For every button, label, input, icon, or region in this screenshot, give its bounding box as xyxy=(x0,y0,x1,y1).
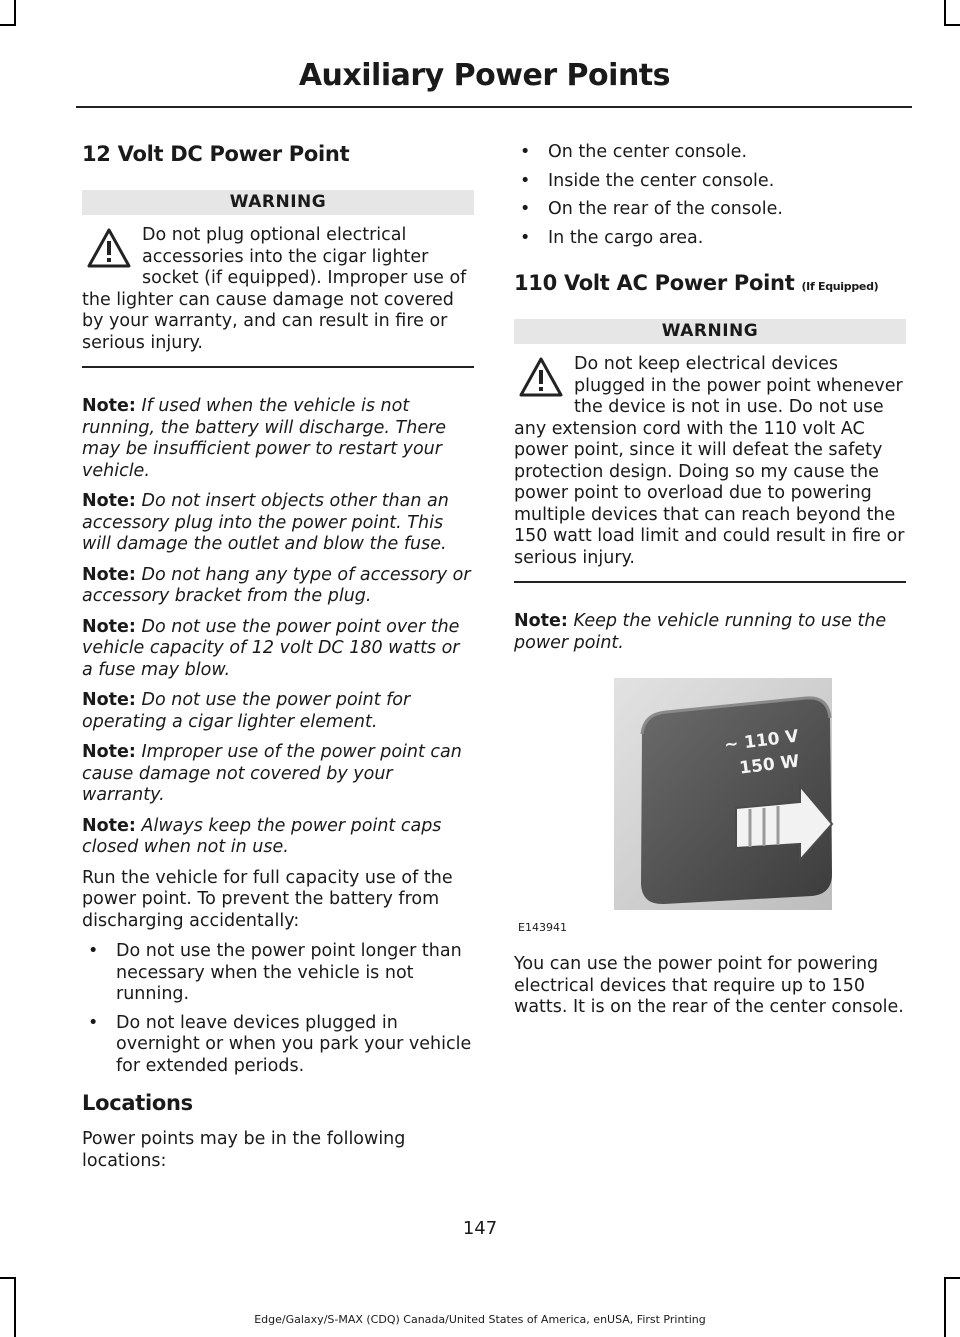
footer-text: Edge/Galaxy/S-MAX (CDQ) Canada/United States of America, enUSA, First Printing xyxy=(254,1313,706,1326)
crop-mark xyxy=(944,1277,946,1337)
list-item: • On the center console. xyxy=(514,142,906,164)
list-item: • Do not leave devices plugged in overnight or when you park your vehicle for extended periods. xyxy=(82,1013,474,1078)
note-text: Always keep the power point caps closed when not in use. xyxy=(82,815,442,857)
crop-mark xyxy=(0,24,16,26)
list-item: • Inside the center console. xyxy=(514,171,906,193)
page-number: 147 xyxy=(462,1218,498,1239)
note xyxy=(514,611,906,654)
note-text: Do not hang any type of accessory or accessory bracket from the plug. xyxy=(82,564,471,606)
list-item: • Do not use the power point longer than necessary when the vehicle is not running. xyxy=(82,941,474,1006)
warning-text: Do not plug optional electrical accessories into the cigar lighter socket (if equipped). Improper use of the lighter can cause damage not covered by your warranty, and can result in fire or serious injury. xyxy=(82,225,467,353)
warning-box xyxy=(514,354,906,569)
note-label: Note: xyxy=(82,491,136,511)
voltage-label: ~ 110 V xyxy=(723,726,800,756)
section-heading-110v xyxy=(514,271,906,295)
note xyxy=(82,742,474,807)
warning-label: WARNING xyxy=(82,190,474,215)
warning-text: Do not keep electrical devices plugged in the power point whenever the device is not in use. Do not use any extension cord with the 110 volt AC power point, since it will defeat the safety protection design. Doing so my cause the power point to overload due to powering multiple devices that can reach beyond the 150 watt load limit and could result in fire or serious injury. xyxy=(514,354,905,568)
note-label: Note: xyxy=(82,616,136,637)
body-paragraph: You can use the power point for powering electrical devices that require up to 150 watts. It is on the rear of the center console. xyxy=(514,954,904,1017)
page-title: Auxiliary Power Points xyxy=(298,58,670,93)
note xyxy=(82,816,474,859)
warning-label: WARNING xyxy=(514,319,906,344)
note-text: Do not use the power point over the vehicle capacity of 12 volt DC 180 watts or a fuse may blow. xyxy=(82,616,460,680)
bullet-list xyxy=(82,941,474,1077)
note-text: Do not use the power point for operating a cigar lighter element. xyxy=(82,690,411,732)
note-label: Note: xyxy=(82,815,136,836)
note-label: Note: xyxy=(82,396,136,416)
power-point-illustration xyxy=(514,674,906,934)
crop-mark xyxy=(944,1277,960,1279)
note xyxy=(82,617,474,682)
note-text: Do not insert objects other than an accessory plug into the power point. This will damage the outlet and blow the fuse. xyxy=(82,491,449,554)
crop-mark xyxy=(0,1277,16,1279)
note-label: Note: xyxy=(82,564,136,585)
note-label: Note: xyxy=(82,690,136,710)
note xyxy=(82,690,474,733)
note xyxy=(82,565,474,608)
crop-mark xyxy=(944,24,960,26)
header-divider xyxy=(76,106,912,108)
section-heading-locations: Locations xyxy=(82,1091,193,1115)
power-outlet-image xyxy=(514,674,906,914)
note-label: Note: xyxy=(514,611,568,631)
list-item: • In the cargo area. xyxy=(514,228,906,250)
body-paragraph: Power points may be in the following locations: xyxy=(82,1129,406,1171)
warning-triangle-icon xyxy=(518,356,564,398)
left-column xyxy=(82,142,474,1181)
warning-box xyxy=(82,225,474,354)
body-paragraph: Run the vehicle for full capacity use of the power point. To prevent the battery from discharging accidentally: xyxy=(82,867,453,931)
list-item: • On the rear of the console. xyxy=(514,199,906,221)
note xyxy=(82,491,474,556)
section-heading-12v: 12 Volt DC Power Point xyxy=(82,142,350,166)
crop-mark xyxy=(944,0,946,24)
note-text: If used when the vehicle is not running, the battery will discharge. There may be insufficient power to restart your vehicle. xyxy=(82,396,447,481)
wattage-label: 150 W xyxy=(738,751,801,779)
right-column xyxy=(514,142,906,1028)
heading-qualifier: (If Equipped) xyxy=(801,280,879,293)
warning-divider xyxy=(514,581,906,583)
locations-list xyxy=(514,142,906,249)
warning-divider xyxy=(82,366,474,368)
figure-id: E143941 xyxy=(518,921,567,934)
warning-triangle-icon xyxy=(86,227,132,269)
heading-text: 110 Volt AC Power Point xyxy=(514,271,795,295)
note-label: Note: xyxy=(82,742,136,762)
crop-mark xyxy=(14,1277,16,1337)
crop-mark xyxy=(14,0,16,24)
note-text: Improper use of the power point can cause damage not covered by your warranty. xyxy=(82,742,462,805)
note-text: Keep the vehicle running to use the power point. xyxy=(514,611,887,653)
note xyxy=(82,396,474,482)
